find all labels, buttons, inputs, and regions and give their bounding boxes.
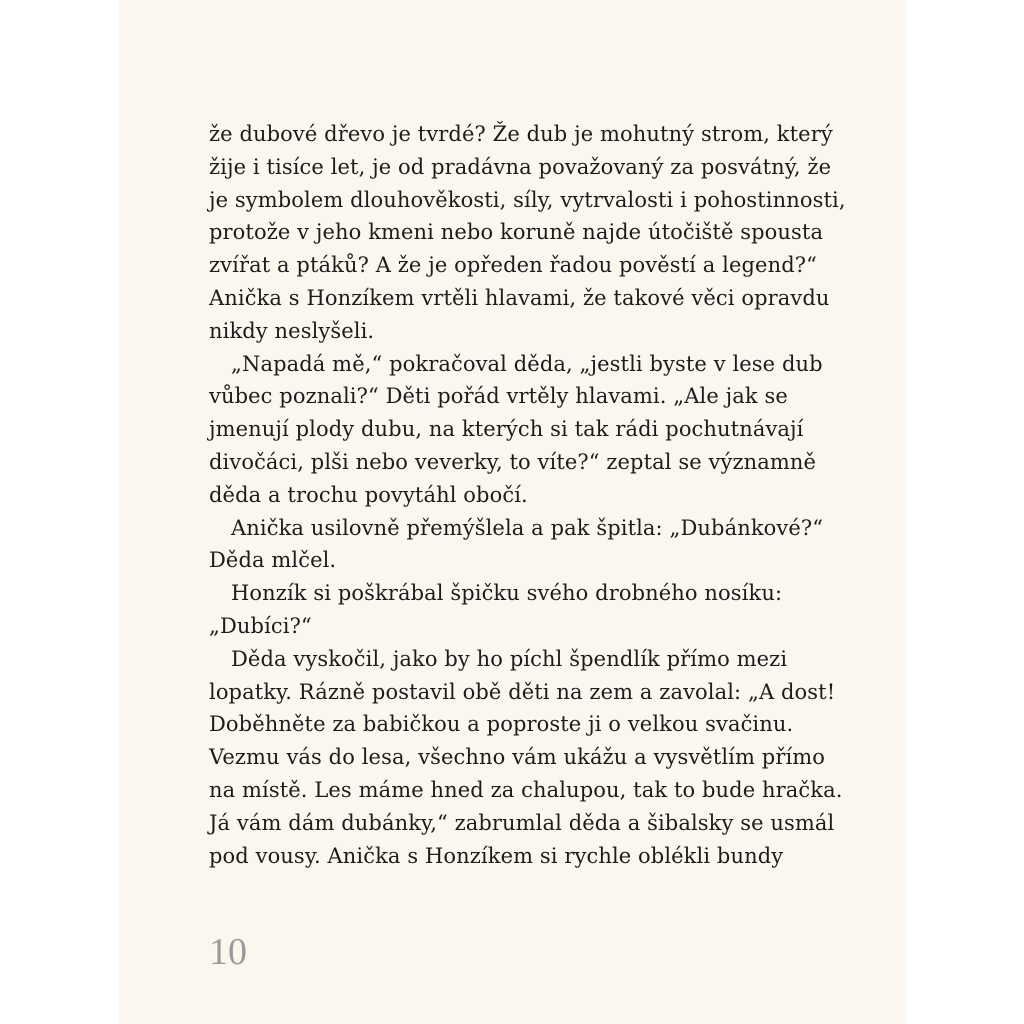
text-line: jmenují plody dubu, na kterých si tak rádi pochutnávají — [209, 417, 804, 442]
text-line: Vezmu vás do lesa, všechno vám ukážu a vysvětlím přímo — [209, 745, 826, 770]
text-line: pod vousy. Anička s Honzíkem si rychle oblékli bundy — [209, 843, 784, 868]
text-line: Anička s Honzíkem vrtěli hlavami, že takové věci opravdu — [209, 285, 830, 310]
text-line: zvířat a ptáků? A že je opředen řadou pověstí a legend?“ — [209, 253, 817, 278]
text-line: Já vám dám dubánky,“ zabrumlal děda a šibalsky se usmál — [209, 810, 835, 835]
text-line: děda a trochu povytáhl obočí. — [209, 482, 528, 507]
text-line: Doběhněte za babičkou a poproste ji o velkou svačinu. — [209, 712, 794, 737]
body-text — [209, 118, 846, 872]
text-line: „Dubíci?“ — [209, 613, 312, 638]
text-line: lopatky. Rázně postavil obě děti na zem a zavolal: „A dost! — [209, 679, 836, 704]
text-line: na místě. Les máme hned za chalupou, tak to bude hračka. — [209, 777, 843, 802]
text-line: divočáci, plši nebo veverky, to víte?“ zeptal se významně — [209, 449, 817, 474]
paragraph-start-line: Honzík si poškrábal špičku svého drobného nosíku: — [231, 581, 783, 606]
text-line: protože v jeho kmeni nebo koruně najde útočiště spousta — [209, 220, 824, 245]
text-line: Děda mlčel. — [209, 548, 337, 573]
paragraph-start-line: Děda vyskočil, jako by ho píchl špendlík přímo mezi — [231, 646, 788, 671]
page-number: 10 — [209, 931, 247, 973]
text-line: vůbec poznali?“ Děti pořád vrtěly hlavami. „Ale jak se — [209, 384, 788, 409]
paragraph-start-line: Anička usilovně přemýšlela a pak špitla: „Dubánkové?“ — [231, 515, 824, 540]
paragraph-start-line: „Napadá mě,“ pokračoval děda, „jestli byste v lese dub — [231, 351, 823, 376]
text-line: že dubové dřevo je tvrdé? Že dub je mohutný strom, který — [209, 122, 833, 146]
book-page — [119, 0, 906, 1024]
text-line: je symbolem dlouhověkosti, síly, vytrvalosti i pohostinnosti, — [209, 187, 846, 212]
text-line: nikdy neslyšeli. — [209, 318, 375, 343]
text-line: žije i tisíce let, je od pradávna považovaný za posvátný, že — [209, 154, 832, 179]
